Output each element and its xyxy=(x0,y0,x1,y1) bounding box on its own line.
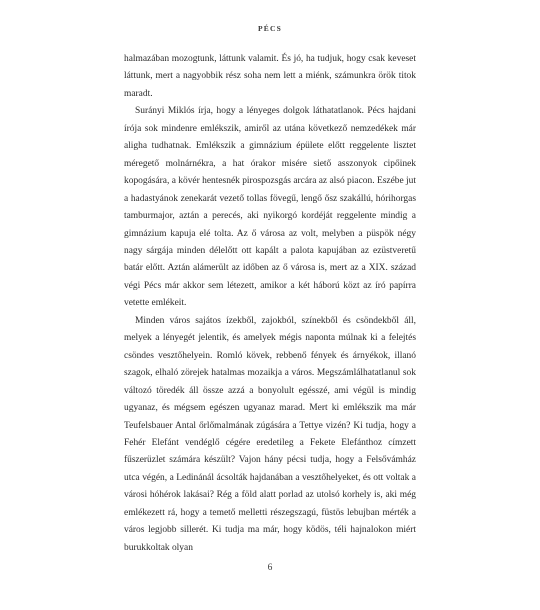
paragraph-2: Surányi Miklós írja, hogy a lényeges dolgok láthatatlanok. Pécs hajdani írója sok mindenre emlékszik, amiről az utána következő nemzedékek már aligha tudhatnak. Emlékszik a gimnázium épülete előtt reggelente lisztet méregető molnárnékra, a hat órakor misére siető asszonyok cipőinek kopogására, a kövér hentesnék pirospozsgás arcára az alsó piacon. Eszébe jut a hadastyánok zenekarát vezető tollas fövegű, lengő ősz szakállú, hórihorgas tamburmajor, aztán a perecés, aki nyikorgó kordéját reggelente mindig a gimnázium kapuja elé tolta. Az ő városa az volt, melyben a püspök négy nagy sárgája minden délelőtt ott kapált a palota kapujában az ezüstveretű batár előtt. Aztán alámerült az időben az ő városa is, mert az a XIX. század végi Pécs már akkor sem létezett, amikor a két háború közt az író papírra vetette emlékeit. xyxy=(124,106,416,309)
paragraph-1: halmazában mozogtunk, láttunk valamit. És jó, ha tudjuk, hogy csak keveset láttunk, mert a nagyobbik rész soha nem lett a miénk, számunkra örök titok maradt. xyxy=(124,54,416,99)
page-number: 6 xyxy=(267,563,273,573)
paragraph-3: Minden város sajátos ízekből, zajokból, színekből és csöndekből áll, melyek a lényegét jelentik, és amelyek mégis naponta múlnak ki a felejtés csöndes vesztőhelyein. Romló kövek, rebbenő fények és árnyékok, illanó szagok, elhaló zörejek hatalmas mozaikja a város. Megszámlálhatatlanul sok változó töredék áll össze azzá a bonyolult egésszé, ami végül is mindig ugyanaz, és mégsem egészen ugyanaz marad. Mert ki emlékszik ma már Teufelsbauer Antal őrlőmalmának zúgására a Tettye vizén? Ki tudja, hogy a Fehér Elefánt vendéglő cégére eredetileg a Fekete Elefánthoz címzett fűszerüzlet számára készült? Vajon hány pécsi tudja, hogy a Felsővámház utca végén, a Ledinánál ácsolták hajdanában a vesztőhelyeket, és ott voltak a városi hóhérok lakásai? Rég a föld alatt porlad az utolsó korhely is, aki még emlékezett rá, hogy a temető melletti részegszagú, füstös lebujban mérték a város legjobb sillerét. Ki tudja ma már, hogy ködös, téli hajnalokon miért burukkoltak olyan xyxy=(124,315,416,553)
running-head: PÉCS xyxy=(258,24,282,33)
body-text xyxy=(124,51,416,557)
